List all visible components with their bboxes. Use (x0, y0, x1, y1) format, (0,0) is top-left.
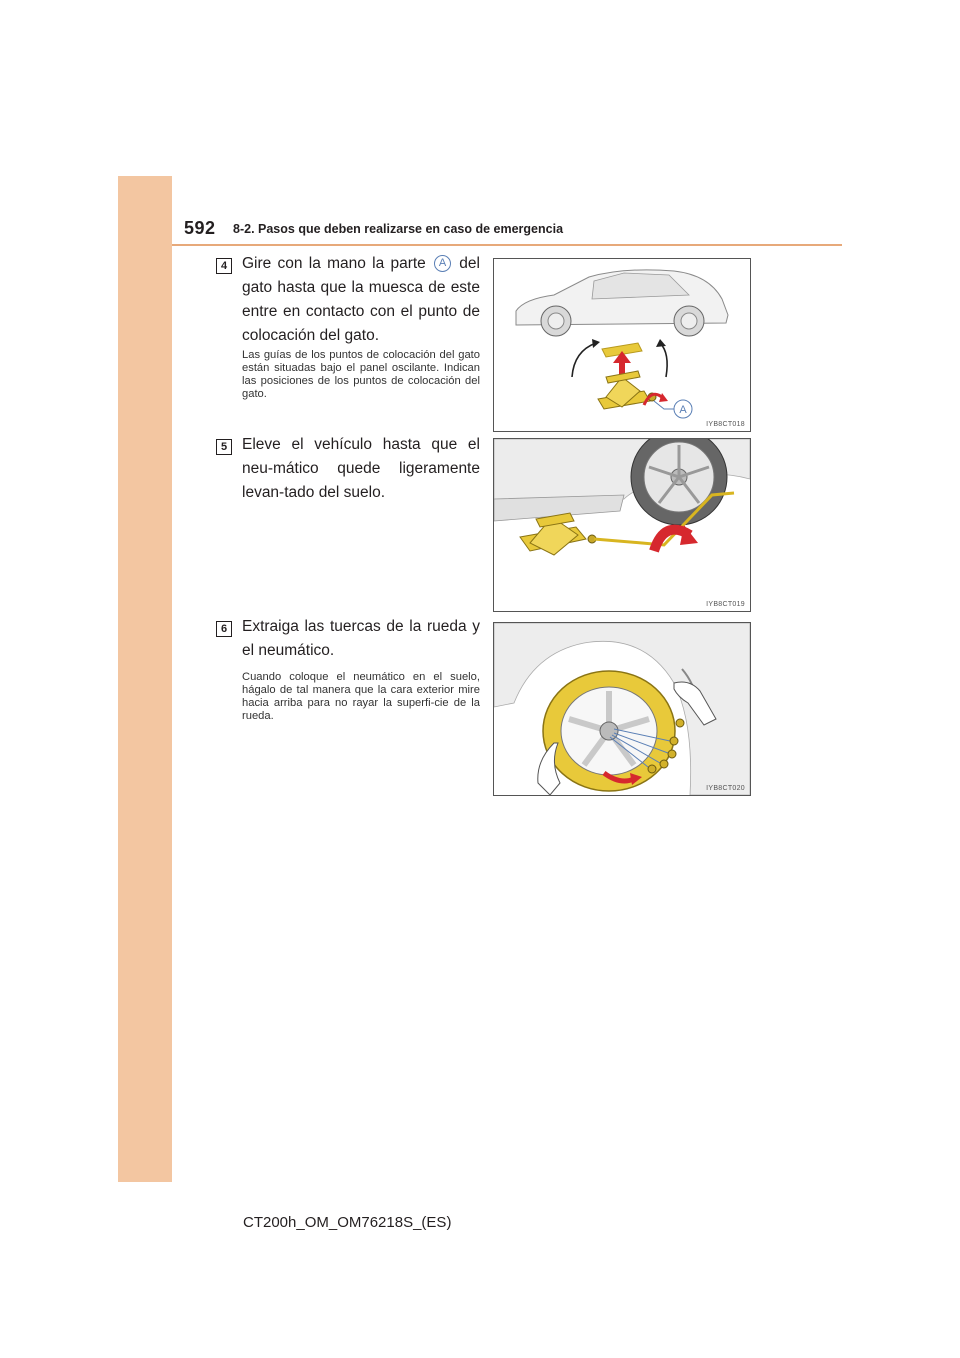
step-4-text: Gire con la mano la parte A del gato hasta que la muesca de este entre en contacto con el punto de colocación del gato. (242, 255, 480, 344)
figure-code: IYB8CT019 (706, 601, 745, 608)
figure-jack-raise (493, 438, 751, 612)
step-number-6: 6 (216, 621, 232, 637)
step-number-5: 5 (216, 439, 232, 455)
wheel-removal-illustration (494, 623, 750, 795)
figure-code: IYB8CT020 (706, 785, 745, 792)
car-jack-illustration (494, 259, 750, 431)
header-rule (172, 244, 842, 246)
step-6-note: Cuando coloque el neumático en el suelo, hágalo de tal manera que la cara exterior mire hacia arriba para no rayar la superfi-cie de la rueda. (242, 671, 480, 722)
step-4-note: Las guías de los puntos de colocación del gato están situadas bajo el panel oscilante. Indican las posiciones de los puntos de colocación del gato. (242, 349, 480, 400)
jack-raise-illustration (494, 439, 750, 611)
figure-code: IYB8CT018 (706, 421, 745, 428)
step-number-4: 4 (216, 258, 232, 274)
page-number: 592 (184, 218, 216, 238)
chapter-sidebar-tab (118, 176, 172, 1182)
step-5-text: Eleve el vehículo hasta que el neu-mático quede ligeramente levan-tado del suelo. (242, 436, 480, 501)
figure-jack-placement (493, 258, 751, 432)
section-title: 8-2. Pasos que deben realizarse en caso de emergencia (233, 222, 564, 236)
figure-wheel-removal (493, 622, 751, 796)
document-code: CT200h_OM_OM76218S_(ES) (243, 1214, 452, 1231)
step-6-text: Extraiga las tuercas de la rueda y el neumático. (242, 618, 480, 659)
figure-callout-a: A (679, 404, 687, 416)
callout-a-inline: A (434, 255, 451, 272)
